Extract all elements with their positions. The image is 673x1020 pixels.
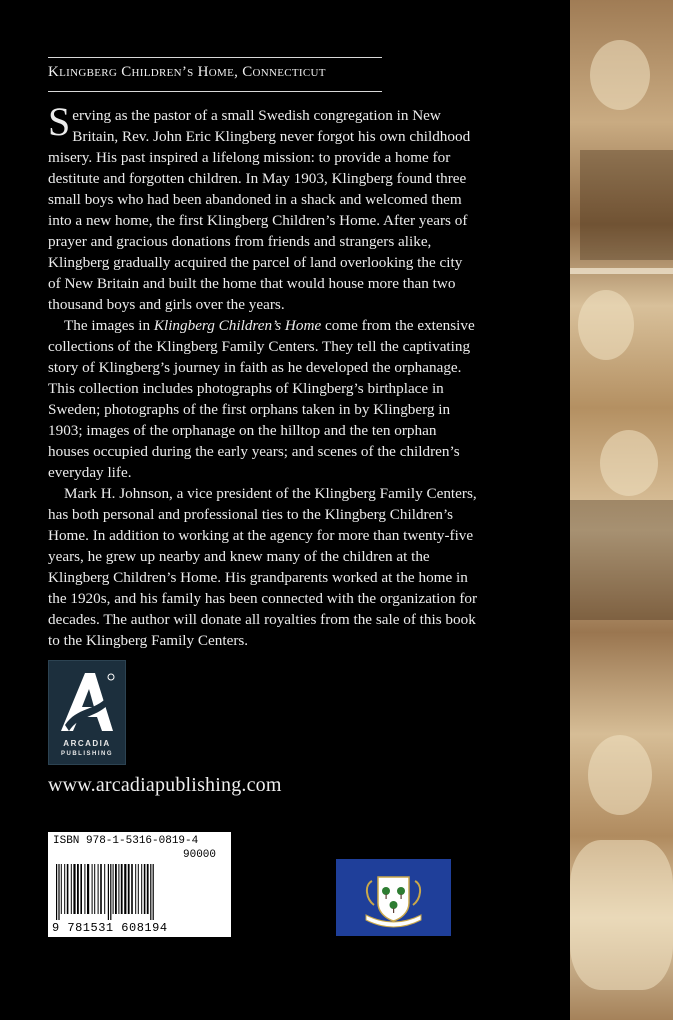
paragraph-2-lead: The images in: [64, 317, 154, 334]
series-title: Klingberg Children’s Home, Connecticut: [48, 64, 326, 80]
blurb-paragraph-1: [48, 99, 478, 315]
paragraph-1-text: erving as the pastor of a small Swedish congregation in New Britain, Rev. John Eric Klingberg never forgot his own childhood misery. His past inspired a lifelong mission: to provide a home for destitute and forgotten children. In May 1903, Klingberg found three small boys who had been abandoned in a shack and welcomed them into a new home, the first Klingberg Children’s Home. After years of prayer and gracious donations from friends and strangers alike, Klingberg gradually acquired the parcel of land overlooking the city of New Britain and built the home that would house more than two thousand boys and girls over the years.: [48, 107, 471, 313]
photo-shadow: [580, 150, 673, 260]
logo-subtitle: PUBLISHING: [60, 751, 113, 757]
drop-cap: S: [48, 99, 71, 144]
arcadia-logo: [48, 660, 126, 765]
book-title-italic: Klingberg Children’s Home: [153, 317, 322, 334]
ean-number: 9 781531 608194: [52, 921, 168, 935]
porch-rail: [570, 268, 673, 274]
header-top-rule: [48, 57, 382, 58]
paragraph-2-text: come from the extensive collections of the Klingberg Family Centers. They tell the captivating story of Klingberg’s journey in faith as he developed the orphanage. This collection includes photographs of Klingberg’s birthplace in Sweden; photographs of the first orphans taken in by Klingberg in 1903; images of the orphanage on the hilltop and the ten orphan houses occupied during the early years; and scenes of the children’s everyday life.: [48, 317, 475, 481]
publisher-website-link[interactable]: www.arcadiapublishing.com: [48, 774, 282, 796]
connecticut-flag: [336, 859, 451, 936]
logo-name: ARCADIA: [63, 739, 111, 748]
connecticut-flag-icon: [336, 859, 451, 936]
isbn-number: ISBN 978-1-5316-0819-4: [53, 835, 199, 847]
isbn-barcode: [48, 832, 231, 937]
blurb-paragraph-2: [48, 315, 478, 483]
sepia-photo-strip: [570, 0, 673, 1020]
header-bottom-rule: [48, 91, 382, 92]
child-face: [590, 40, 650, 110]
price-code: 90000: [183, 849, 217, 861]
toddler-face: [588, 735, 652, 815]
blurb: [48, 99, 478, 651]
blurb-paragraph-3: Mark H. Johnson, a vice president of the Klingberg Family Centers, has both personal and professional ties to the Klingberg Children’s Home. In addition to working at the agency for more than twenty-five years, he grew up nearby and knew many of the children at the Klingberg Children’s Home. His grandparents worked at the home in the 1920s, and his family has been connected with the organization for decades. The author will donate all royalties from the sale of this book to the Klingberg Family Centers.: [48, 485, 478, 649]
barcode-bars-icon: [54, 864, 226, 920]
woman-face: [578, 290, 634, 360]
white-dress: [570, 840, 673, 990]
child-face: [600, 430, 658, 496]
photo-shadow: [570, 500, 673, 620]
arcadia-a-logo-icon: [55, 667, 119, 737]
